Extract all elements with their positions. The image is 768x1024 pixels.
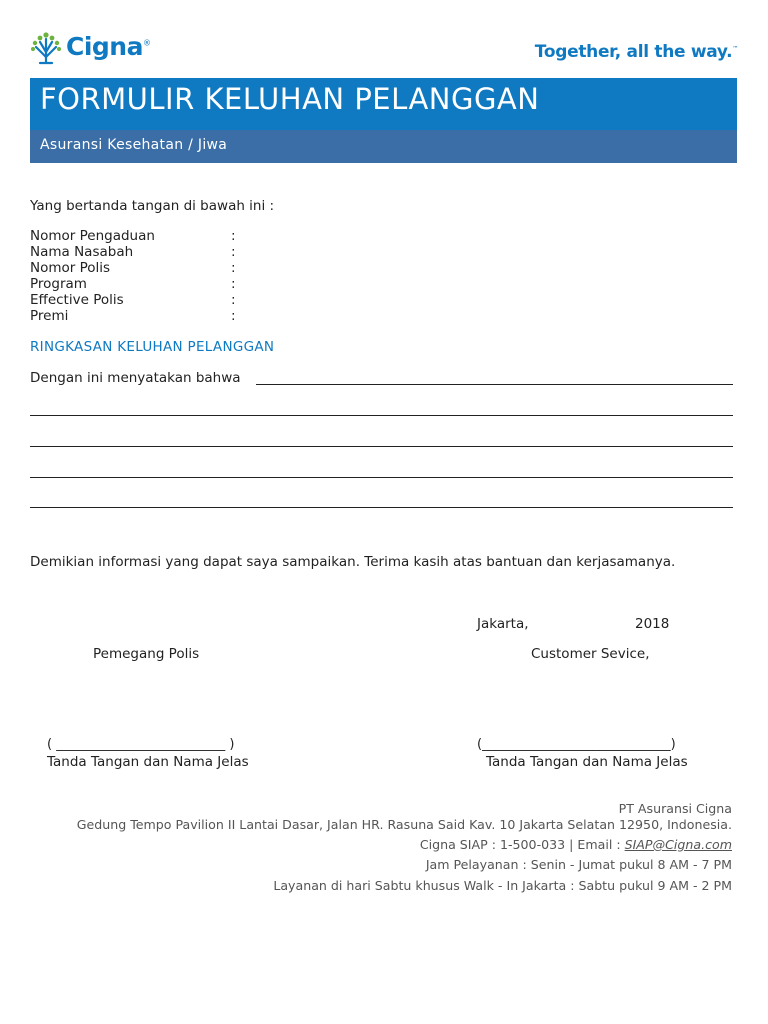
date-year: 2018 xyxy=(635,616,670,632)
field-label-premi: Premi xyxy=(30,308,69,324)
summary-fill-line xyxy=(30,507,733,508)
field-label-nomor-pengaduan: Nomor Pengaduan xyxy=(30,228,155,244)
summary-fill-line xyxy=(30,415,733,416)
summary-lead-text: Dengan ini menyatakan bahwa xyxy=(30,370,241,386)
summary-fill-line xyxy=(256,384,733,385)
signature-line-left: ( __________________________ ) xyxy=(47,737,235,752)
tagline: Together, all the way.™ xyxy=(534,42,738,62)
summary-fill-line xyxy=(30,477,733,478)
date-city: Jakarta, xyxy=(477,616,529,632)
signature-line-right: (_____________________________) xyxy=(477,737,676,752)
section-title-summary: RINGKASAN KELUHAN PELANGGAN xyxy=(30,339,275,355)
page-title: FORMULIR KELUHAN PELANGGAN xyxy=(40,82,540,116)
closing-text: Demikian informasi yang dapat saya sampaikan. Terima kasih atas bantuan dan kerjasamanya. xyxy=(30,554,676,570)
field-colon: : xyxy=(231,260,236,276)
field-colon: : xyxy=(231,276,236,292)
signature-caption-right: Tanda Tangan dan Nama Jelas xyxy=(486,754,688,770)
brand-name: Cigna® xyxy=(66,32,151,61)
footer-saturday: Layanan di hari Sabtu khusus Walk - In Jakarta : Sabtu pukul 9 AM - 2 PM xyxy=(273,878,732,893)
page-subtitle: Asuransi Kesehatan / Jiwa xyxy=(40,137,228,153)
field-label-effective-polis: Effective Polis xyxy=(30,292,124,308)
footer-company: PT Asuransi Cigna xyxy=(618,801,732,816)
field-colon: : xyxy=(231,244,236,260)
summary-fill-line xyxy=(30,446,733,447)
intro-text: Yang bertanda tangan di bawah ini : xyxy=(30,198,275,214)
signature-role-left: Pemegang Polis xyxy=(93,646,200,662)
email-link[interactable]: SIAP@Cigna.com xyxy=(624,837,732,852)
field-label-program: Program xyxy=(30,276,87,292)
signature-caption-left: Tanda Tangan dan Nama Jelas xyxy=(47,754,249,770)
footer-hours: Jam Pelayanan : Senin - Jumat pukul 8 AM - 7 PM xyxy=(425,857,732,872)
field-colon: : xyxy=(231,228,236,244)
footer-contact: Cigna SIAP : 1-500-033 | Email : SIAP@Cigna.com xyxy=(419,837,732,852)
footer-address: Gedung Tempo Pavilion II Lantai Dasar, Jalan HR. Rasuna Said Kav. 10 Jakarta Selatan 12950, Indonesia. xyxy=(76,817,732,832)
field-label-nama-nasabah: Nama Nasabah xyxy=(30,244,134,260)
signature-role-right: Customer Sevice, xyxy=(531,646,650,662)
field-colon: : xyxy=(231,292,236,308)
field-label-nomor-polis: Nomor Polis xyxy=(30,260,111,276)
field-colon: : xyxy=(231,308,236,324)
